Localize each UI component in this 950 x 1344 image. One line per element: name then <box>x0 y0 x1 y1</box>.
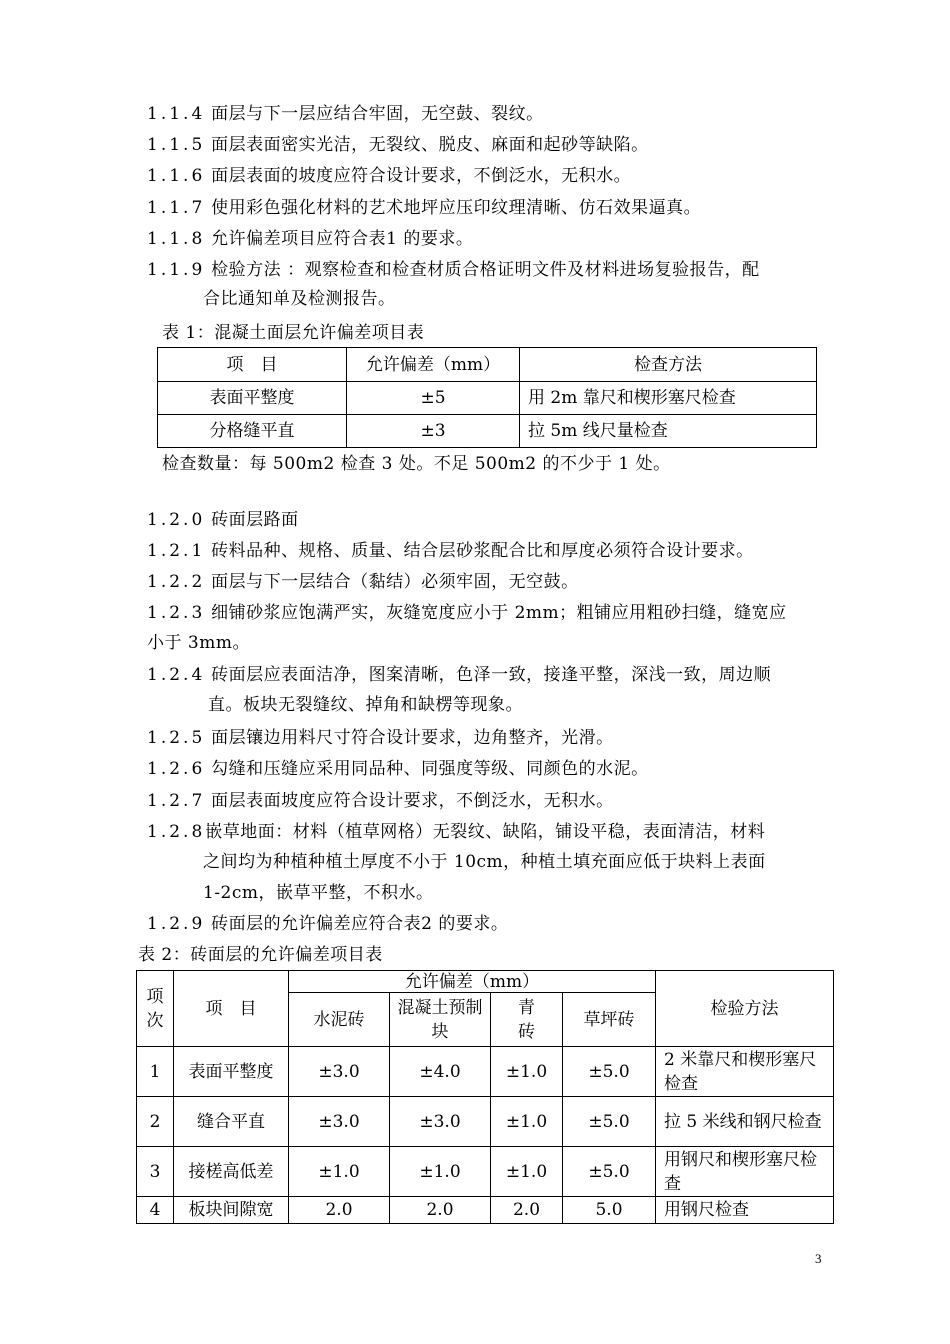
table2-cell: 拉 5 米线和钢尺检查 <box>656 1097 834 1147</box>
table-row <box>137 1047 834 1097</box>
table2-header-col: 混凝土预制块 <box>390 993 491 1047</box>
page-number: 3 <box>815 1251 822 1266</box>
table2-cell: 2.0 <box>491 1197 563 1224</box>
table1-cell: 拉 5m 线尺量检查 <box>520 415 817 448</box>
table2-cell: 3 <box>137 1147 174 1197</box>
table-row <box>137 1197 834 1224</box>
table1-cell: 分格缝平直 <box>158 415 347 448</box>
table2-cell: ±1.0 <box>491 1147 563 1197</box>
table1-header: 检查方法 <box>520 348 817 382</box>
table2-cell: 4 <box>137 1197 174 1224</box>
table2-cell: ±1.0 <box>289 1147 390 1197</box>
table2-cell: 用钢尺检查 <box>656 1197 834 1224</box>
table2-header-group: 允许偏差（mm） <box>289 971 656 993</box>
table2-cell: 2.0 <box>289 1197 390 1224</box>
table-row <box>137 1147 834 1197</box>
para-1-2-5: 1.2.5 面层镶边用料尺寸符合设计要求，边角整齐，光滑。 <box>147 728 614 748</box>
para-1-2-4-cont: 直。板块无裂缝纹、掉角和缺楞等现象。 <box>208 695 523 715</box>
table2-cell: ±5.0 <box>563 1147 656 1197</box>
table1-cell: 表面平整度 <box>158 382 347 415</box>
table2-cell: 1 <box>137 1047 174 1097</box>
table2-cell: 缝合平直 <box>174 1097 289 1147</box>
para-1-1-9: 1.1.9 检验方法 ：观察检查和检查材质合格证明文件及材料进场复验报告，配 <box>147 260 760 280</box>
table2-cell: ±3.0 <box>390 1097 491 1147</box>
table2-cell: 2.0 <box>390 1197 491 1224</box>
para-1-1-7: 1.1.7 使用彩色强化材料的艺术地坪应压印纹理清晰、仿石效果逼真。 <box>147 198 702 218</box>
para-1-2-3-cont: 小于 3mm。 <box>147 633 250 653</box>
para-1-2-7: 1.2.7 面层表面坡度应符合设计要求，不倒泛水，无积水。 <box>147 791 614 811</box>
table1-header: 允许偏差（mm） <box>347 348 520 382</box>
table2-cell: ±1.0 <box>491 1097 563 1147</box>
para-1-1-6: 1.1.6 面层表面的坡度应符合设计要求，不倒泛水，无积水。 <box>147 166 632 186</box>
table2-cell: 表面平整度 <box>174 1047 289 1097</box>
para-1-1-9-cont: 合比通知单及检测报告。 <box>203 289 396 309</box>
para-1-2-1: 1.2.1 砖料品种、规格、质量、结合层砂浆配合比和厚度必须符合设计要求。 <box>147 541 754 561</box>
table2-cell: 5.0 <box>563 1197 656 1224</box>
table2-header-index: 项次 <box>137 971 174 1047</box>
para-1-2-0: 1.2.0 砖面层路面 <box>147 510 299 530</box>
para-1-1-8: 1.1.8 允许偏差项目应符合表1 的要求。 <box>147 229 474 249</box>
para-1-2-4: 1.2.4 砖面层应表面洁净，图案清晰，色泽一致，接逢平整，深浅一致，周边顺 <box>147 665 772 685</box>
table2-cell: ±5.0 <box>563 1097 656 1147</box>
table2-cell: ±1.0 <box>491 1047 563 1097</box>
table2-header-col: 草坪砖 <box>563 993 656 1047</box>
para-1-2-6: 1.2.6 勾缝和压缝应采用同品种、同强度等级、同颜色的水泥。 <box>147 759 649 779</box>
table2-cell: ±3.0 <box>289 1097 390 1147</box>
table1-note: 检查数量：每 500m2 检查 3 处。不足 500m2 的不少于 1 处。 <box>162 454 671 474</box>
table-row <box>137 1097 834 1147</box>
para-1-2-3: 1.2.3 细铺砂浆应饱满严实，灰缝宽度应小于 2mm；粗铺应用粗砂扫缝，缝宽应 <box>147 603 787 623</box>
para-1-2-9: 1.2.9 砖面层的允许偏差应符合表2 的要求。 <box>147 914 509 934</box>
table2-header-col: 水泥砖 <box>289 993 390 1047</box>
para-1-1-4: 1.1.4 面层与下一层应结合牢固，无空鼓、裂纹。 <box>147 104 544 124</box>
table1 <box>157 347 817 448</box>
table2-cell: 2 米靠尺和楔形塞尺检查 <box>656 1047 834 1097</box>
table1-cell: ±3 <box>347 415 520 448</box>
table1-caption: 表 1：混凝土面层允许偏差项目表 <box>162 323 425 343</box>
table1-cell: 用 2m 靠尺和楔形塞尺检查 <box>520 382 817 415</box>
table2-cell: ±3.0 <box>289 1047 390 1097</box>
table2-header-method: 检验方法 <box>656 971 834 1047</box>
table2-cell: 2 <box>137 1097 174 1147</box>
para-1-2-8: 1.2.8嵌草地面：材料（植草网格）无裂纹、缺陷，铺设平稳，表面清洁，材料 <box>147 822 766 842</box>
table2-header-item: 项 目 <box>174 971 289 1047</box>
table2-header-col: 青砖 <box>491 993 563 1047</box>
table2 <box>136 970 834 1224</box>
para-1-1-5: 1.1.5 面层表面密实光洁，无裂纹、脱皮、麻面和起砂等缺陷。 <box>147 135 649 155</box>
table2-cell: ±5.0 <box>563 1047 656 1097</box>
table-row <box>158 415 817 448</box>
table2-cell: 用钢尺和楔形塞尺检查 <box>656 1147 834 1197</box>
table1-header: 项 目 <box>158 348 347 382</box>
table1-cell: ±5 <box>347 382 520 415</box>
para-1-2-8-cont2: 1-2cm，嵌草平整，不积水。 <box>203 883 434 903</box>
para-1-2-8-cont: 之间均为种植种植土厚度不小于 10cm，种植土填充面应低于块料上表面 <box>203 852 766 872</box>
table2-cell: ±4.0 <box>390 1047 491 1097</box>
para-1-2-2: 1.2.2 面层与下一层结合（黏结）必须牢固，无空鼓。 <box>147 572 579 592</box>
table2-caption: 表 2：砖面层的允许偏差项目表 <box>138 945 383 965</box>
table2-cell: 板块间隙宽 <box>174 1197 289 1224</box>
table-row <box>158 382 817 415</box>
table2-cell: ±1.0 <box>390 1147 491 1197</box>
table2-cell: 接槎高低差 <box>174 1147 289 1197</box>
